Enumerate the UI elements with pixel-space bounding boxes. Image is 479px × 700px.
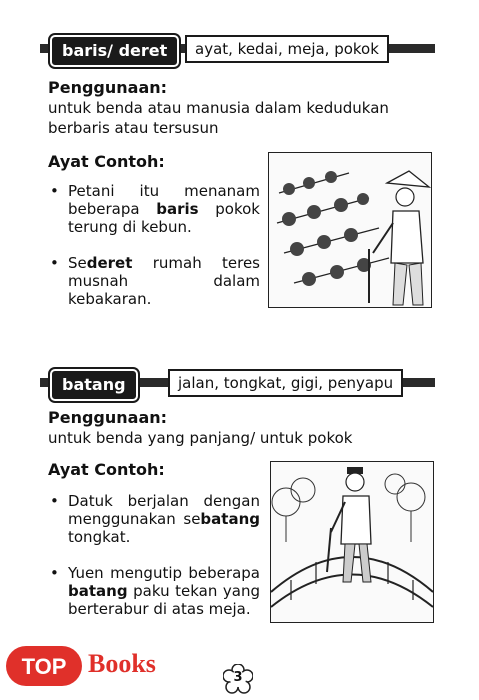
grandfather-illustration [270,461,434,623]
example-heading: Ayat Contoh: [48,152,165,171]
topbooks-logo [2,632,182,692]
farmer-illustration [268,152,432,308]
page-number: 3 [233,670,243,685]
term-tag: baris/ deret [50,35,179,67]
term-row-batang [40,369,435,397]
example-heading: Ayat Contoh: [48,460,165,479]
usage-heading: Penggunaan: [48,408,168,427]
svg-text:TOP: TOP [21,654,67,679]
usage-heading: Penggunaan: [48,78,168,97]
usage-text: untuk benda yang panjang/ untuk pokok [48,429,353,447]
example-bullet: • Yuen mengutip beberapa batang paku tekan yang berterabur di atas meja. [48,564,260,618]
term-tag: batang [50,369,138,401]
term-row-baris [40,35,435,63]
example-bullet: • Petani itu menanam beberapa baris pokok terung di kebun. [48,182,260,236]
examples-box: jalan, tongkat, gigi, penyapu [168,369,403,397]
example-bullet: • Sederet rumah teres musnah dalam kebakaran. [48,254,260,308]
usage-text: untuk benda atau manusia dalam kedudukan berbaris atau tersusun [48,99,389,137]
examples-box: ayat, kedai, meja, pokok [185,35,389,63]
svg-text:Books: Books [88,649,156,678]
example-bullet: • Datuk berjalan dengan menggunakan sebatang tongkat. [48,492,260,546]
